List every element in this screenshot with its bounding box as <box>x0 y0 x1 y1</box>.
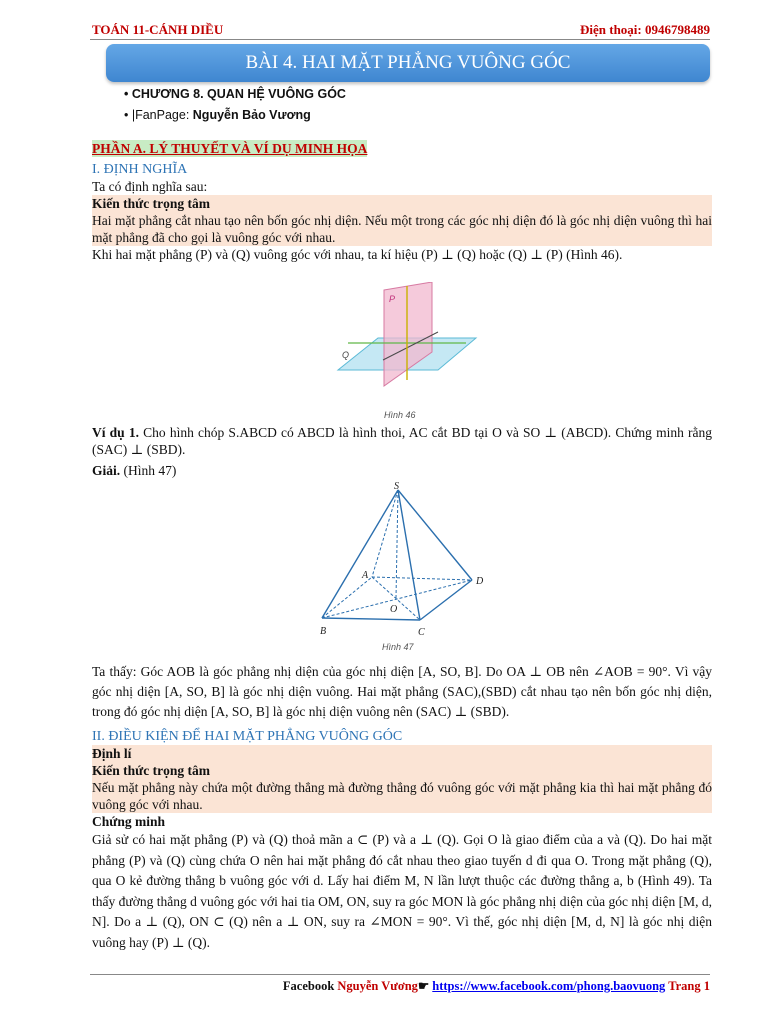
vertex-c: C <box>418 627 425 638</box>
figure-46-planes <box>326 282 486 424</box>
part-a-title: PHẦN A. LÝ THUYẾT VÀ VÍ DỤ MINH HỌA <box>92 141 368 156</box>
key-knowledge-label-2: Kiến thức trọng tâm <box>92 763 210 778</box>
solution-text: Ta thấy: Góc AOB là góc phẳng nhị diện của góc nhị diện [A, SO, B]. Do OA ⊥ OB nên ∠AOB = 90°. Vì vậy góc nhị diện [A, SO, B] là góc nhị diện vuông. Hai mặt phẳng (SAC),(SBD) cắt nhau tạo nên bốn góc nhị diện, trong đó góc nhị diện [A, SO, B] là góc nhị diện vuông nên (SAC) ⊥ (SBD). <box>92 664 712 719</box>
footer <box>283 978 710 994</box>
proof-text: Giả sử có hai mặt phẳng (P) và (Q) thoả mãn a ⊂ (P) và a ⊥ (Q). Gọi O là giao điểm của a và (Q). Do hai mặt phẳng (P) và (Q) cùng chứa O nên hai mặt phẳng đó cắt nhau theo giao tuyến d đi qua O. Trong mặt phẳng (Q), qua O kẻ đường thẳng b vuông góc với d. Lấy hai điểm M, N lần lượt thuộc các đường thẳng a, b (Hình 49). Ta thấy đường thẳng d vuông góc với hai tia OM, ON, suy ra góc MON là góc phẳng nhị diện của góc nhị diện [M, d, N]. Do a ⊥ (Q), ON ⊂ (Q) nên a ⊥ ON, suy ra ∠MON = 90°. Vì thế, góc nhị diện [M, d, N] là góc nhị diện vuông hay (P) ⊥ (Q). <box>92 832 712 950</box>
solution-header <box>92 462 712 479</box>
footer-divider <box>90 974 710 975</box>
footer-author: Nguyễn Vương <box>337 979 418 993</box>
example-1 <box>92 424 712 458</box>
vertex-d: D <box>476 576 484 587</box>
fanpage-label: • |FanPage: <box>124 108 193 122</box>
key-knowledge-label: Kiến thức trọng tâm <box>92 196 210 211</box>
vertex-s: S <box>394 481 399 492</box>
point-o: O <box>390 604 398 615</box>
fanpage-bullet <box>124 105 346 126</box>
solution-ref: (Hình 47) <box>123 463 177 478</box>
label-q: Q <box>342 350 350 360</box>
header-phone: Điện thoại: 0946798489 <box>580 22 710 37</box>
figure-47-caption: Hình 47 <box>382 642 414 652</box>
section-1-intro: Ta có định nghĩa sau: <box>92 179 208 194</box>
section-2-title: II. ĐIỀU KIỆN ĐỂ HAI MẶT PHẲNG VUÔNG GÓC <box>92 729 403 744</box>
header-divider <box>90 39 710 40</box>
vertex-b: B <box>320 626 327 637</box>
vertex-a: A <box>362 570 369 581</box>
theorem-label: Định lí <box>92 746 132 761</box>
fanpage-name: Nguyễn Bảo Vương <box>192 108 311 122</box>
notation-text: Khi hai mặt phẳng (P) và (Q) vuông góc với nhau, ta kí hiệu (P) ⊥ (Q) hoặc (Q) ⊥ (P) (Hình 46). <box>92 247 623 262</box>
theorem-box <box>92 745 712 813</box>
page-number: Trang 1 <box>665 979 710 993</box>
theorem-text: Nếu mặt phẳng này chứa một đường thẳng mà đường thẳng đó vuông góc với mặt phẳng kia thì hai mặt phẳng đó vuông góc với nhau. <box>92 780 712 812</box>
pointing-hand-icon: ☛ <box>417 979 433 993</box>
header-subject: TOÁN 11-CÁNH DIỀU <box>92 22 224 37</box>
facebook-link[interactable]: https://www.facebook.com/phong.baovuong <box>432 979 666 993</box>
section-2 <box>92 728 712 953</box>
solution-label: Giải. <box>92 463 121 478</box>
example-text: Cho hình chóp S.ABCD có ABCD là hình thoi, AC cắt BD tại O và SO ⊥ (ABCD). Chứng minh rằng (SAC) ⊥ (SBD). <box>92 425 712 457</box>
chapter-bullet: • CHƯƠNG 8. QUAN HỆ VUÔNG GÓC <box>124 87 346 101</box>
proof-label: Chứng minh <box>92 814 166 829</box>
figure-46-caption: Hình 46 <box>384 410 416 420</box>
section-1-title: I. ĐỊNH NGHĨA <box>92 162 188 177</box>
lesson-title-banner: BÀI 4. HAI MẶT PHẲNG VUÔNG GÓC <box>106 44 710 82</box>
key-knowledge-box-1 <box>92 195 712 246</box>
info-bullets <box>124 84 346 126</box>
section-1 <box>92 140 712 263</box>
label-p: P <box>389 294 396 304</box>
figure-47-pyramid <box>316 478 492 654</box>
example-label: Ví dụ 1. <box>92 425 139 440</box>
footer-facebook: Facebook <box>282 979 338 993</box>
definition-text: Hai mặt phẳng cắt nhau tạo nên bốn góc nhị diện. Nếu một trong các góc nhị diện đó là góc nhị diện vuông thì hai mặt phẳng đã cho gọi là vuông góc với nhau. <box>92 213 712 245</box>
